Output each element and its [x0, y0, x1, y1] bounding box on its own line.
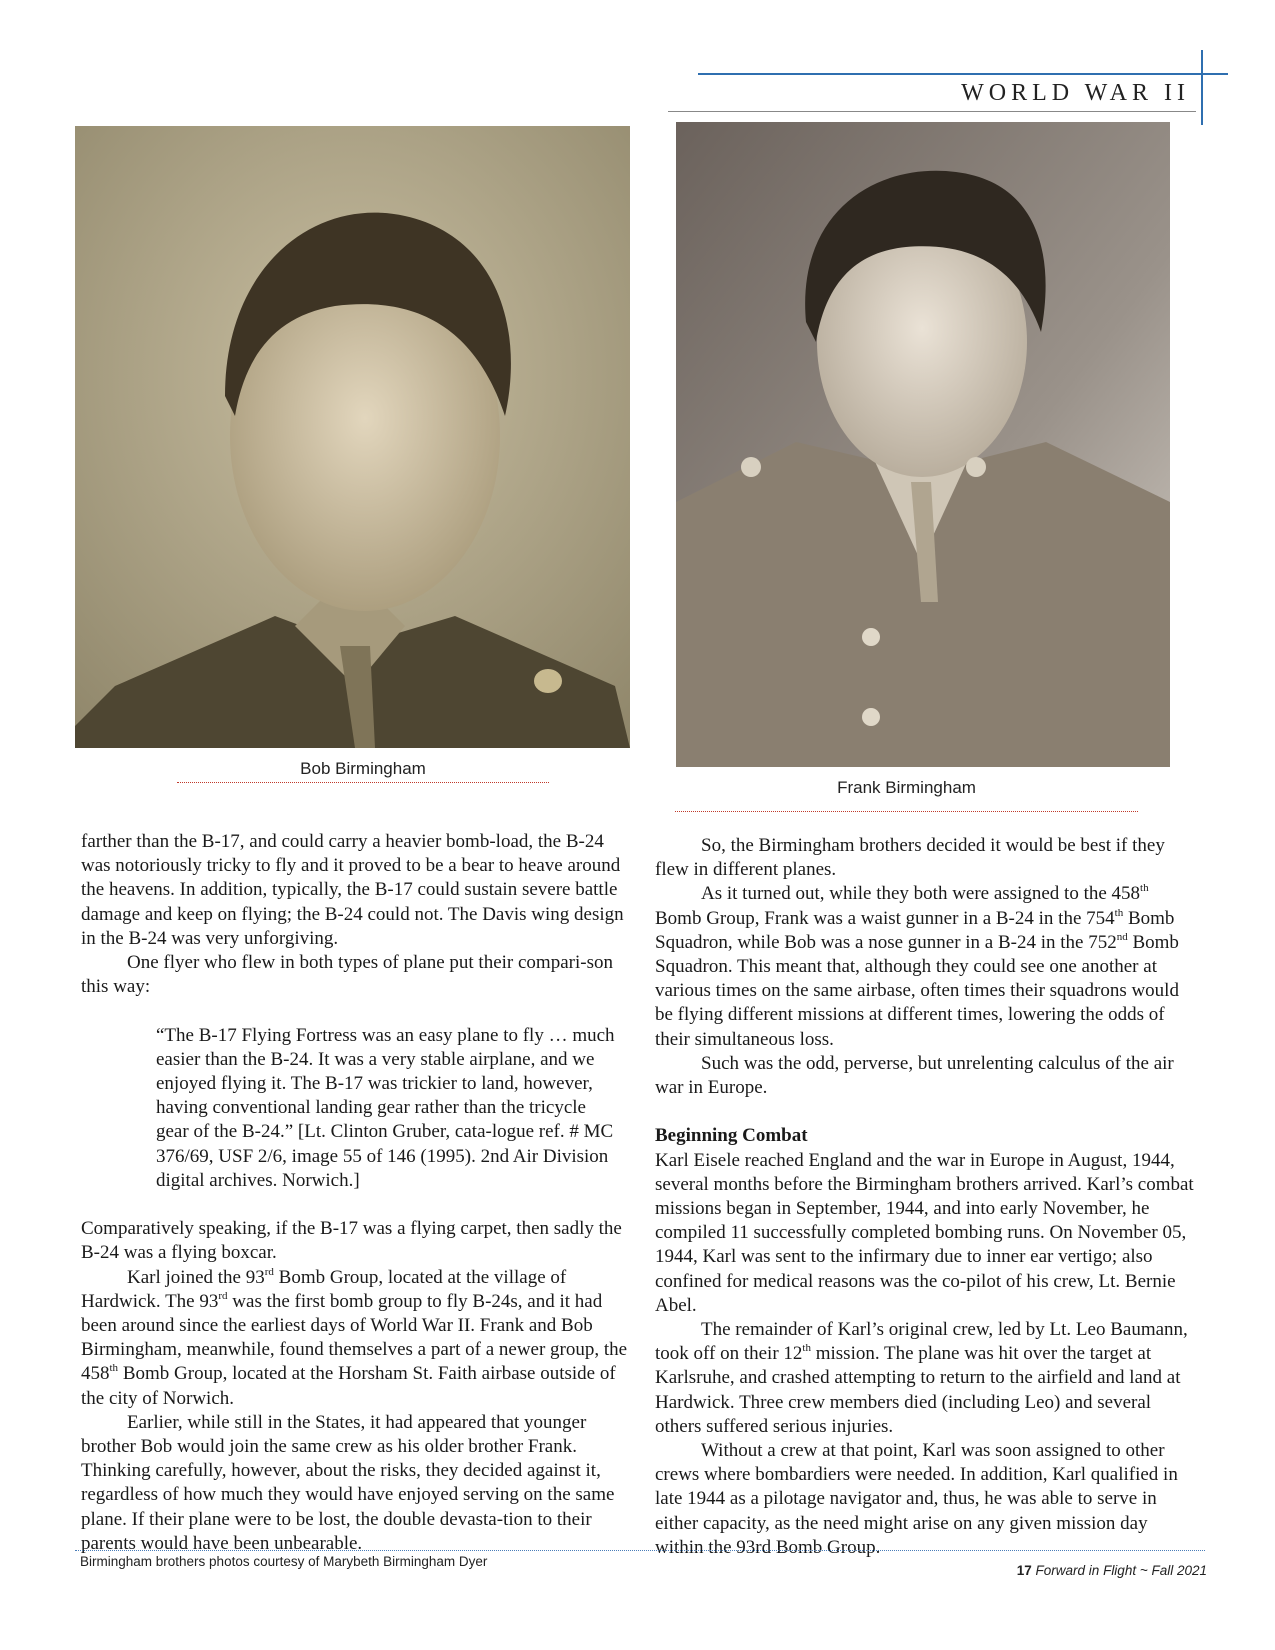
paragraph	[81, 1217, 633, 1265]
superscript: th	[1140, 882, 1149, 895]
page-number: 17	[1016, 1563, 1032, 1578]
paragraph	[81, 1411, 633, 1556]
caption-divider	[675, 811, 1138, 812]
text-run: As it turned out, while they both were assigned to the 458	[701, 883, 1141, 905]
text-run: One flyer who flew in both types of plane put their compari-son this way:	[81, 952, 613, 998]
photo-caption: Bob Birmingham	[300, 759, 426, 778]
paragraph	[81, 1266, 633, 1411]
photo-credit: Birmingham brothers photos courtesy of Marybeth Birmingham Dyer	[80, 1554, 488, 1569]
paragraph	[655, 882, 1195, 1051]
page-folio	[1017, 1563, 1207, 1578]
header-vertical-rule	[1201, 50, 1203, 125]
section-heading: Beginning Combat	[655, 1125, 808, 1147]
text-run: “The B-17 Flying Fortress was an easy plane to fly … much easier than the B-24. It was a very stable airplane, and we enjoyed flying it. The B-17 was trickier to land, however, having conventional landing gear rather than the tricycle gear of the B-24.” [Lt. Clinton Gruber, cata-logue ref. # MC 376/69, USF 2/6, image 55 of 146 (1995). 2nd Air Division digital archives. Norwich.]	[156, 1024, 615, 1191]
text-run: Karl Eisele reached England and the war in Europe in August, 1944, several months before the Birmingham brothers arrived. Karl’s combat missions began in September, 1944, and into early November, he compiled 11 successfully completed bombing runs. On November 05, 1944, Karl was sent to the infirmary due to inner ear vertigo; also confined for medical reasons was the co-pilot of his crew, Lt. Bernie Abel.	[655, 1149, 1194, 1316]
paragraph	[81, 830, 633, 951]
superscript: rd	[264, 1265, 274, 1278]
paragraph	[655, 1149, 1195, 1318]
text-run: farther than the B-17, and could carry a heavier bomb-load, the B-24 was notoriously tricky to fly and it proved to be a bear to heave around the heavens. In addition, typically, the B-17 could sustain severe battle damage and keep on flying; the B-24 could not. The Davis wing design in the B-24 was very unforgiving.	[81, 831, 624, 949]
text-run: Comparatively speaking, if the B-17 was a flying carpet, then sadly the B-24 was a flying boxcar.	[81, 1218, 622, 1264]
article-column-left	[81, 830, 633, 1556]
text-run: Bomb Group, located at the Horsham St. Faith airbase outside of the city of Norwich.	[81, 1363, 616, 1409]
text-run: So, the Birmingham brothers decided it would be best if they flew in different planes.	[655, 835, 1165, 881]
text-run: was the first bomb group to fly B-24s, and it had been around since the earliest days of World War II. Frank and Bob Birmingham, meanwhile, found themselves a part of a newer group, the 458	[81, 1290, 628, 1385]
paragraph	[655, 1318, 1195, 1439]
text-run: Karl joined the 93	[127, 1266, 265, 1288]
publication-name: Forward in Flight ~ Fall 2021	[1035, 1563, 1207, 1578]
paragraph	[655, 1439, 1195, 1560]
photo-caption: Frank Birmingham	[837, 778, 976, 797]
paragraph	[655, 834, 1195, 882]
superscript: th	[109, 1362, 119, 1375]
header-underline	[668, 111, 1196, 112]
text-run: Bomb Group, Frank was a waist gunner in a B-24 in the 754	[655, 907, 1115, 929]
article-column-right	[655, 834, 1195, 1560]
paragraph	[156, 1024, 615, 1193]
superscript: nd	[1116, 930, 1128, 943]
caption-divider	[177, 782, 549, 783]
footer-divider	[75, 1550, 1205, 1551]
superscript: th	[802, 1342, 811, 1355]
text-run: Bomb Group, located at the village of Hardwick. The 93	[81, 1266, 567, 1312]
photo-frank-birmingham	[676, 122, 1170, 767]
photo-bob-birmingham	[75, 126, 630, 748]
superscript: th	[1114, 906, 1124, 919]
text-run: Bomb Squadron, while Bob was a nose gunner in a B-24 in the 752	[655, 907, 1175, 953]
text-run: mission. The plane was hit over the target at Karlsruhe, and crashed attempting to return to the airfield and land at Hardwick. Three crew members died (including Leo) and several others suffered serious injuries.	[655, 1343, 1181, 1437]
section-title: WORLD WAR II	[961, 80, 1190, 106]
header-rule	[698, 73, 1228, 75]
text-run: Such was the odd, perverse, but unrelenting calculus of the air war in Europe.	[655, 1052, 1174, 1099]
paragraph	[655, 1052, 1195, 1100]
text-run: Earlier, while still in the States, it had appeared that younger brother Bob would join the same crew as his older brother Frank. Thinking carefully, however, about the risks, they decided against it, regardless of how much they would have enjoyed serving on the same plane. If their plane were to be lost, the double devasta-tion to their parents would have been unbearable.	[81, 1411, 615, 1554]
text-run: The remainder of Karl’s original crew, led by Lt. Leo Baumann, took off on their 12	[655, 1319, 1188, 1365]
text-run: Without a crew at that point, Karl was soon assigned to other crews where bombardiers were needed. In addition, Karl qualified in late 1944 as a pilotage navigator and, thus, he was able to serve in either capacity, as the need might arise on any given mission day within the 93rd Bomb Group.	[655, 1440, 1178, 1558]
superscript: rd	[218, 1289, 228, 1302]
paragraph	[81, 951, 633, 999]
text-run: Bomb Squadron. This meant that, although they could see one another at various times on the same airbase, often times their squadrons would be flying different missions at different times, lowering the odds of their simultaneous loss.	[655, 931, 1179, 1050]
